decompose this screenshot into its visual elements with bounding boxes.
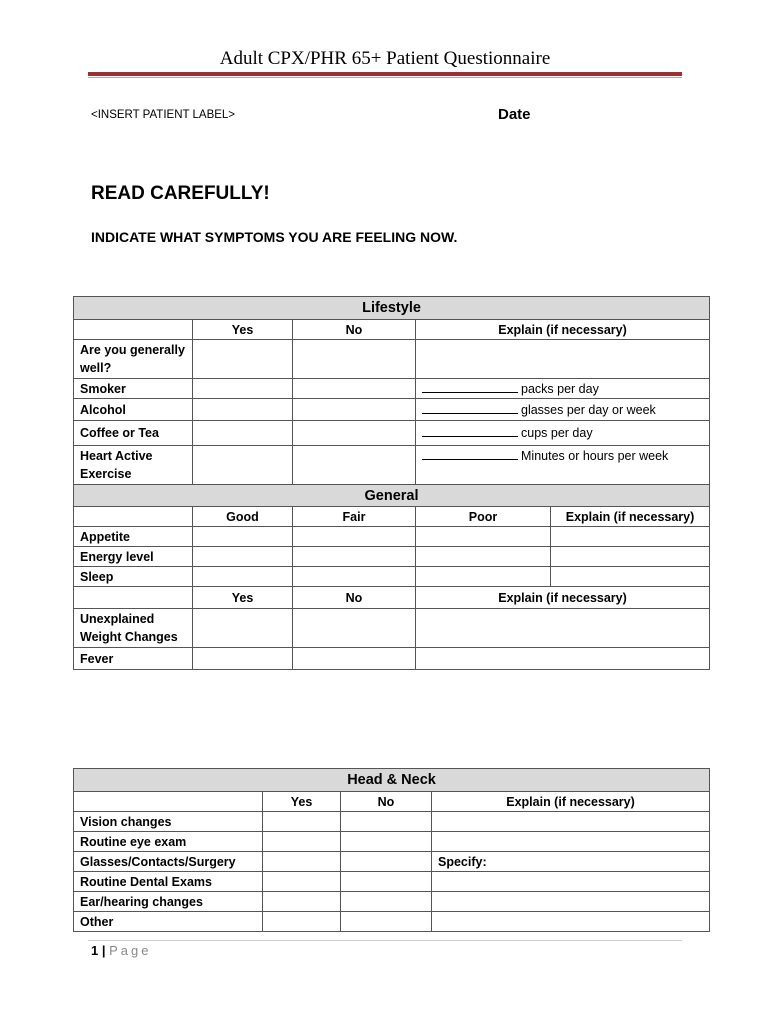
col-yes: Yes — [263, 792, 341, 812]
explain-cell[interactable] — [416, 379, 710, 399]
table-row — [74, 892, 710, 912]
poor-cell[interactable] — [416, 527, 551, 547]
fill-in-blank[interactable] — [422, 426, 518, 437]
explain-hint: Minutes or hours per week — [521, 449, 669, 463]
yes-cell[interactable] — [263, 892, 341, 912]
explain-cell[interactable] — [432, 832, 710, 852]
table-row — [74, 421, 710, 446]
table-row — [74, 527, 710, 547]
head-neck-section-title: Head & Neck — [74, 769, 710, 792]
page-number: 1 — [91, 943, 99, 958]
title-rule-shadow — [88, 77, 682, 78]
instructions-text: INDICATE WHAT SYMPTOMS YOU ARE FEELING NOW. — [91, 229, 458, 245]
table-row — [74, 379, 710, 399]
explain-cell[interactable] — [416, 340, 710, 379]
good-cell[interactable] — [193, 527, 293, 547]
table-row — [74, 872, 710, 892]
fill-in-blank[interactable] — [422, 403, 518, 414]
no-cell[interactable] — [341, 832, 432, 852]
no-cell[interactable] — [293, 648, 416, 670]
row-label: Vision changes — [74, 812, 263, 832]
table-row — [74, 852, 710, 872]
table-row — [74, 446, 710, 485]
yes-cell[interactable] — [263, 832, 341, 852]
no-cell[interactable] — [341, 892, 432, 912]
fair-cell[interactable] — [293, 527, 416, 547]
row-label: Appetite — [74, 527, 193, 547]
table-row — [74, 648, 710, 670]
table-row — [74, 567, 710, 587]
fair-cell[interactable] — [293, 547, 416, 567]
corner-cell — [74, 792, 263, 812]
col-explain: Explain (if necessary) — [416, 320, 710, 340]
title-rule — [88, 72, 682, 76]
no-cell[interactable] — [341, 872, 432, 892]
yes-cell[interactable] — [263, 852, 341, 872]
yes-cell[interactable] — [263, 812, 341, 832]
explain-cell[interactable] — [416, 609, 710, 648]
document-title: Adult CPX/PHR 65+ Patient Questionnaire — [219, 48, 551, 69]
explain-cell[interactable] — [432, 912, 710, 932]
table-row — [74, 340, 710, 379]
no-cell[interactable] — [341, 852, 432, 872]
col-explain: Explain (if necessary) — [416, 587, 710, 609]
no-cell[interactable] — [293, 379, 416, 399]
row-label: Routine eye exam — [74, 832, 263, 852]
explain-cell[interactable] — [416, 446, 710, 485]
page-word: Page — [109, 943, 152, 958]
explain-cell[interactable] — [432, 892, 710, 912]
row-label: Other — [74, 912, 263, 932]
row-label: Energy level — [74, 547, 193, 567]
poor-cell[interactable] — [416, 567, 551, 587]
footer-rule — [88, 940, 682, 941]
col-yes: Yes — [193, 587, 293, 609]
lifestyle-general-table — [73, 296, 710, 670]
poor-cell[interactable] — [416, 547, 551, 567]
col-no: No — [293, 587, 416, 609]
lifestyle-section-title: Lifestyle — [74, 297, 710, 320]
col-no: No — [293, 320, 416, 340]
row-label: Alcohol — [74, 399, 193, 421]
yes-cell[interactable] — [263, 912, 341, 932]
explain-cell[interactable] — [416, 421, 710, 446]
yes-cell[interactable] — [193, 446, 293, 485]
head-neck-table — [73, 768, 710, 932]
explain-hint: cups per day — [521, 426, 593, 440]
good-cell[interactable] — [193, 547, 293, 567]
table-row — [74, 812, 710, 832]
explain-cell[interactable] — [551, 547, 710, 567]
row-label: Smoker — [74, 379, 193, 399]
col-yes: Yes — [193, 320, 293, 340]
row-label: Unexplained Weight Changes — [74, 609, 193, 648]
yes-cell[interactable] — [193, 340, 293, 379]
row-label: Routine Dental Exams — [74, 872, 263, 892]
col-explain: Explain (if necessary) — [432, 792, 710, 812]
no-cell[interactable] — [293, 609, 416, 648]
yes-cell[interactable] — [193, 379, 293, 399]
no-cell[interactable] — [293, 421, 416, 446]
row-label: Are you generally well? — [74, 340, 193, 379]
explain-cell[interactable]: Specify: — [432, 852, 710, 872]
corner-cell — [74, 587, 193, 609]
fill-in-blank[interactable] — [422, 382, 518, 393]
patient-label-placeholder: <INSERT PATIENT LABEL> — [91, 109, 236, 121]
row-label: Heart Active Exercise — [74, 446, 193, 485]
col-no: No — [341, 792, 432, 812]
explain-cell[interactable] — [416, 399, 710, 421]
corner-cell — [74, 320, 193, 340]
table-row — [74, 399, 710, 421]
no-cell[interactable] — [341, 912, 432, 932]
explain-hint: packs per day — [521, 381, 599, 396]
no-cell[interactable] — [293, 399, 416, 421]
yes-cell[interactable] — [193, 609, 293, 648]
yes-cell[interactable] — [193, 399, 293, 421]
explain-cell[interactable] — [432, 872, 710, 892]
table-row — [74, 547, 710, 567]
page-footer — [91, 943, 152, 958]
row-label: Sleep — [74, 567, 193, 587]
col-poor: Poor — [416, 507, 551, 527]
col-fair: Fair — [293, 507, 416, 527]
col-good: Good — [193, 507, 293, 527]
table-row — [74, 912, 710, 932]
no-cell[interactable] — [341, 812, 432, 832]
date-label: Date — [498, 106, 531, 123]
row-label: Ear/hearing changes — [74, 892, 263, 912]
no-cell[interactable] — [293, 340, 416, 379]
explain-cell[interactable] — [551, 527, 710, 547]
explain-cell[interactable] — [416, 648, 710, 670]
explain-cell[interactable] — [432, 812, 710, 832]
fill-in-blank[interactable] — [422, 449, 518, 460]
page-separator: | — [101, 943, 106, 958]
good-cell[interactable] — [193, 567, 293, 587]
yes-cell[interactable] — [193, 421, 293, 446]
general-section-title: General — [74, 485, 710, 507]
yes-cell[interactable] — [263, 872, 341, 892]
yes-cell[interactable] — [193, 648, 293, 670]
fair-cell[interactable] — [293, 567, 416, 587]
row-label: Fever — [74, 648, 193, 670]
row-label: Glasses/Contacts/Surgery — [74, 852, 263, 872]
row-label: Coffee or Tea — [74, 421, 193, 446]
table-row — [74, 832, 710, 852]
explain-hint: glasses per day or week — [521, 402, 656, 417]
explain-cell[interactable] — [551, 567, 710, 587]
read-carefully-heading: READ CAREFULLY! — [91, 183, 270, 204]
no-cell[interactable] — [293, 446, 416, 485]
col-explain: Explain (if necessary) — [551, 507, 710, 527]
corner-cell — [74, 507, 193, 527]
table-row — [74, 609, 710, 648]
